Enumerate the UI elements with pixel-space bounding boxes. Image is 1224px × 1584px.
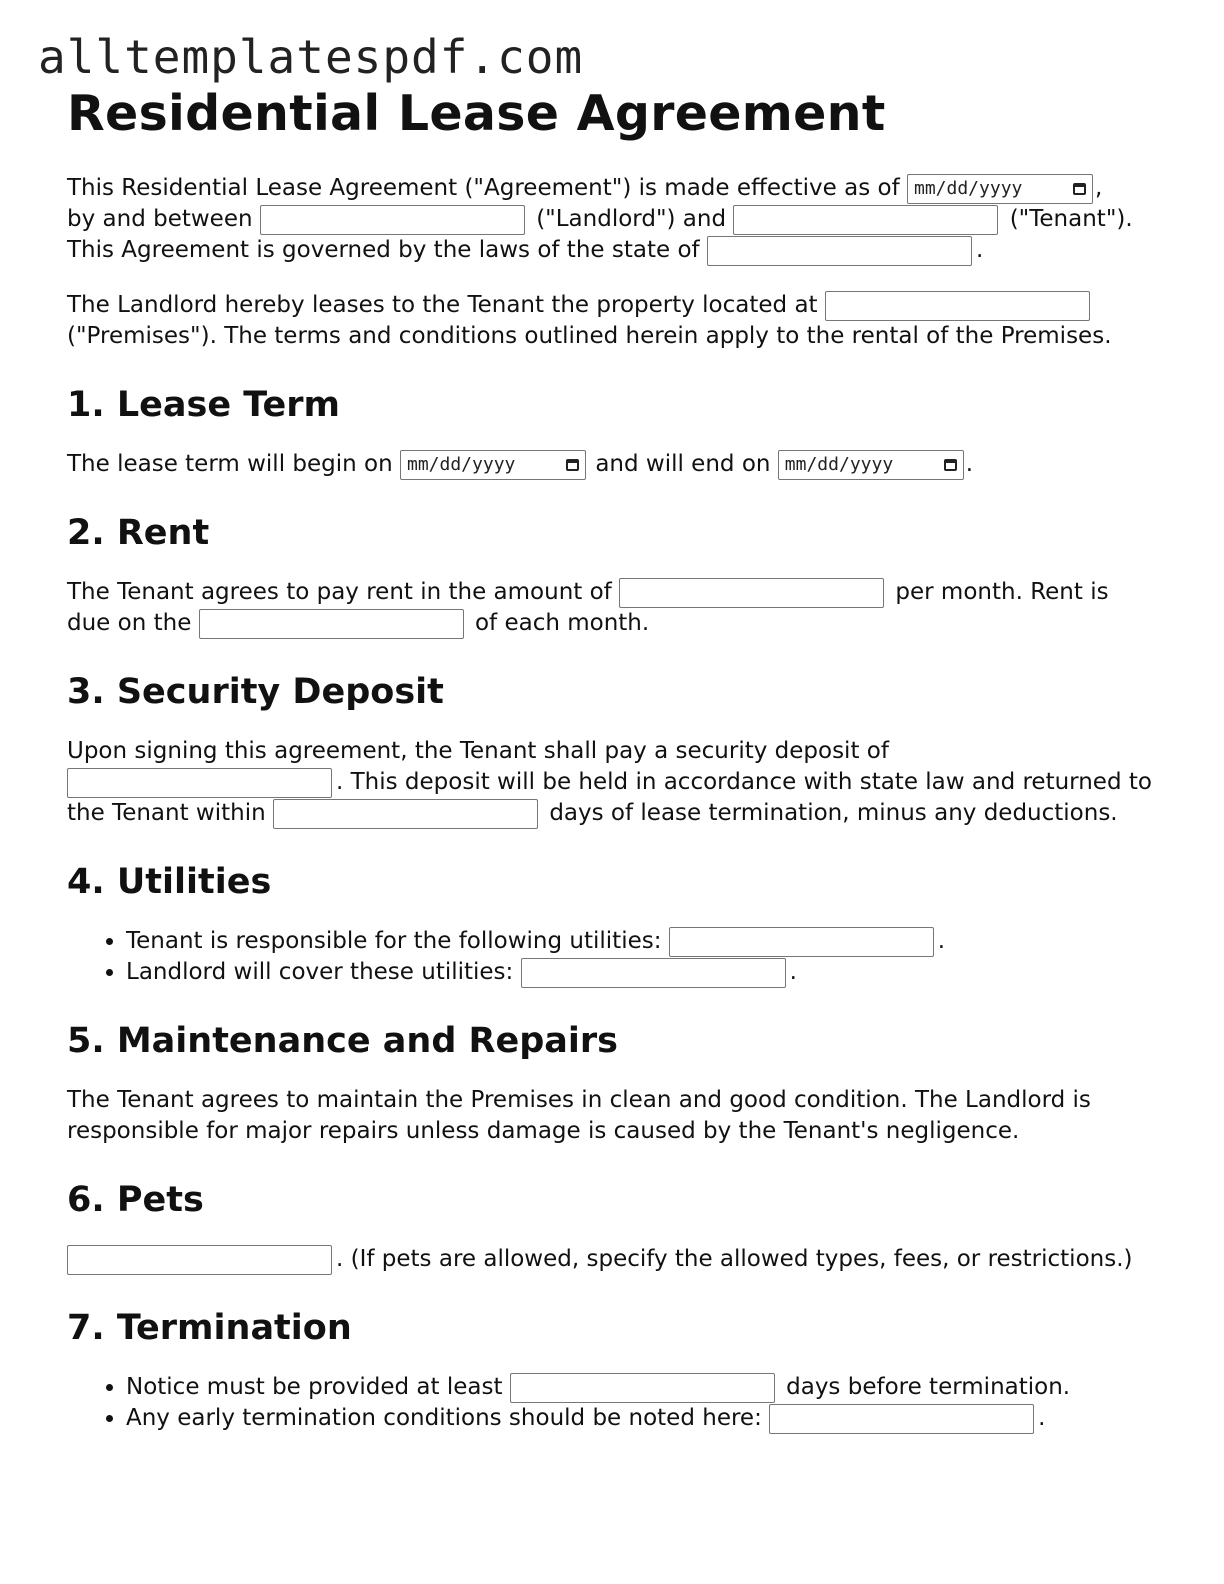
rent-text-2: per month. Rent is due on the (67, 579, 1109, 636)
effective-date-input[interactable] (907, 174, 1093, 204)
rent-text-3: of each month. (474, 610, 650, 636)
intro-text-7: . (975, 237, 984, 263)
date-placeholder: mm/dd/yyyy (784, 454, 894, 475)
lease-start-date-input[interactable] (400, 450, 586, 480)
notice-text-2: days before termination. (786, 1374, 1071, 1400)
early-termination-input[interactable] (769, 1404, 1034, 1434)
section-utilities (67, 861, 1157, 988)
notice-text-1: Notice must be provided at least (126, 1374, 503, 1400)
date-placeholder: mm/dd/yyyy (407, 454, 516, 475)
list-item (126, 957, 1157, 988)
premises-text-1: The Landlord hereby leases to the Tenant the property located at (67, 292, 818, 318)
section-security-deposit (67, 671, 1157, 829)
section-heading: 3. Security Deposit (67, 672, 444, 712)
list-item (126, 1372, 1157, 1403)
landlord-utilities-input[interactable] (521, 958, 786, 988)
lease-term-paragraph (67, 449, 1157, 480)
deposit-amount-input[interactable] (67, 768, 332, 798)
section-rent (67, 512, 1157, 639)
premises-text-2: ("Premises"). The terms and conditions outlined herein apply to the rental of the Premises. (67, 323, 1112, 349)
intro-text-1: This Residential Lease Agreement ("Agreement") is made effective as of (67, 175, 900, 201)
intro-text-4: ("Landlord") and (536, 206, 727, 232)
early-termination-label: Any early termination conditions should be noted here: (126, 1405, 762, 1431)
section-heading: 7. Termination (67, 1308, 352, 1348)
property-address-input[interactable] (825, 291, 1090, 321)
intro-text-3: by and between (67, 206, 253, 232)
calendar-icon[interactable] (944, 459, 957, 471)
deposit-paragraph (67, 736, 1157, 829)
site-watermark: alltemplatespdf.com (38, 30, 584, 84)
section-maintenance (67, 1020, 1157, 1147)
utilities-list (67, 926, 1157, 988)
tenant-name-input[interactable] (733, 205, 998, 235)
maintenance-paragraph: The Tenant agrees to maintain the Premises in clean and good condition. The Landlord is responsible for major repairs unless damage is caused by the Tenant's negligence. (67, 1087, 1091, 1144)
rent-amount-input[interactable] (619, 578, 884, 608)
lease-document (67, 84, 1157, 1434)
pets-paragraph (67, 1244, 1157, 1275)
deposit-text-1: Upon signing this agreement, the Tenant shall pay a security deposit of (67, 738, 889, 764)
intro-paragraph (67, 173, 1157, 266)
date-placeholder: mm/dd/yyyy (914, 178, 1023, 199)
section-heading: 5. Maintenance and Repairs (67, 1021, 619, 1061)
section-heading: 2. Rent (67, 513, 210, 553)
section-termination (67, 1307, 1157, 1434)
section-heading: 4. Utilities (67, 862, 272, 902)
section-heading: 6. Pets (67, 1180, 204, 1220)
list-item (126, 1403, 1157, 1434)
rent-due-day-input[interactable] (199, 609, 464, 639)
governing-state-input[interactable] (707, 236, 972, 266)
section-pets (67, 1179, 1157, 1275)
list-end: . (789, 959, 797, 985)
lease-term-text-2: and will end on (595, 451, 771, 477)
premises-paragraph (67, 290, 1157, 352)
lease-term-text-1: The lease term will begin on (67, 451, 393, 477)
lease-end-date-input[interactable] (778, 450, 964, 480)
list-end: . (937, 928, 946, 954)
tenant-utilities-label: Tenant is responsible for the following utilities: (126, 928, 662, 954)
pets-policy-input[interactable] (67, 1245, 332, 1275)
list-end: . (1038, 1405, 1046, 1431)
intro-text-2: , (1095, 175, 1103, 201)
calendar-icon[interactable] (1073, 183, 1086, 195)
intro-text-6: This Agreement is governed by the laws of the state of (67, 237, 700, 263)
notice-days-input[interactable] (510, 1373, 775, 1403)
termination-list (67, 1372, 1157, 1434)
tenant-utilities-input[interactable] (669, 927, 934, 957)
section-lease-term (67, 384, 1157, 480)
lease-term-text-3: . (965, 451, 974, 477)
deposit-text-3: days of lease termination, minus any deductions. (549, 800, 1118, 826)
rent-text-1: The Tenant agrees to pay rent in the amount of (67, 579, 612, 605)
rent-paragraph (67, 577, 1157, 639)
section-heading: 1. Lease Term (67, 385, 340, 425)
calendar-icon[interactable] (566, 459, 579, 471)
document-title: Residential Lease Agreement (67, 85, 886, 142)
pets-text: . (If pets are allowed, specify the allowed types, fees, or restrictions.) (336, 1246, 1133, 1272)
intro-text-5: ("Tenant"). (1009, 206, 1133, 232)
landlord-utilities-label: Landlord will cover these utilities: (126, 959, 514, 985)
deposit-text-2: . This deposit will be held in accordance with state law and returned to the Tenant within (67, 769, 1152, 826)
list-item (126, 926, 1157, 957)
landlord-name-input[interactable] (260, 205, 525, 235)
deposit-return-days-input[interactable] (273, 799, 538, 829)
